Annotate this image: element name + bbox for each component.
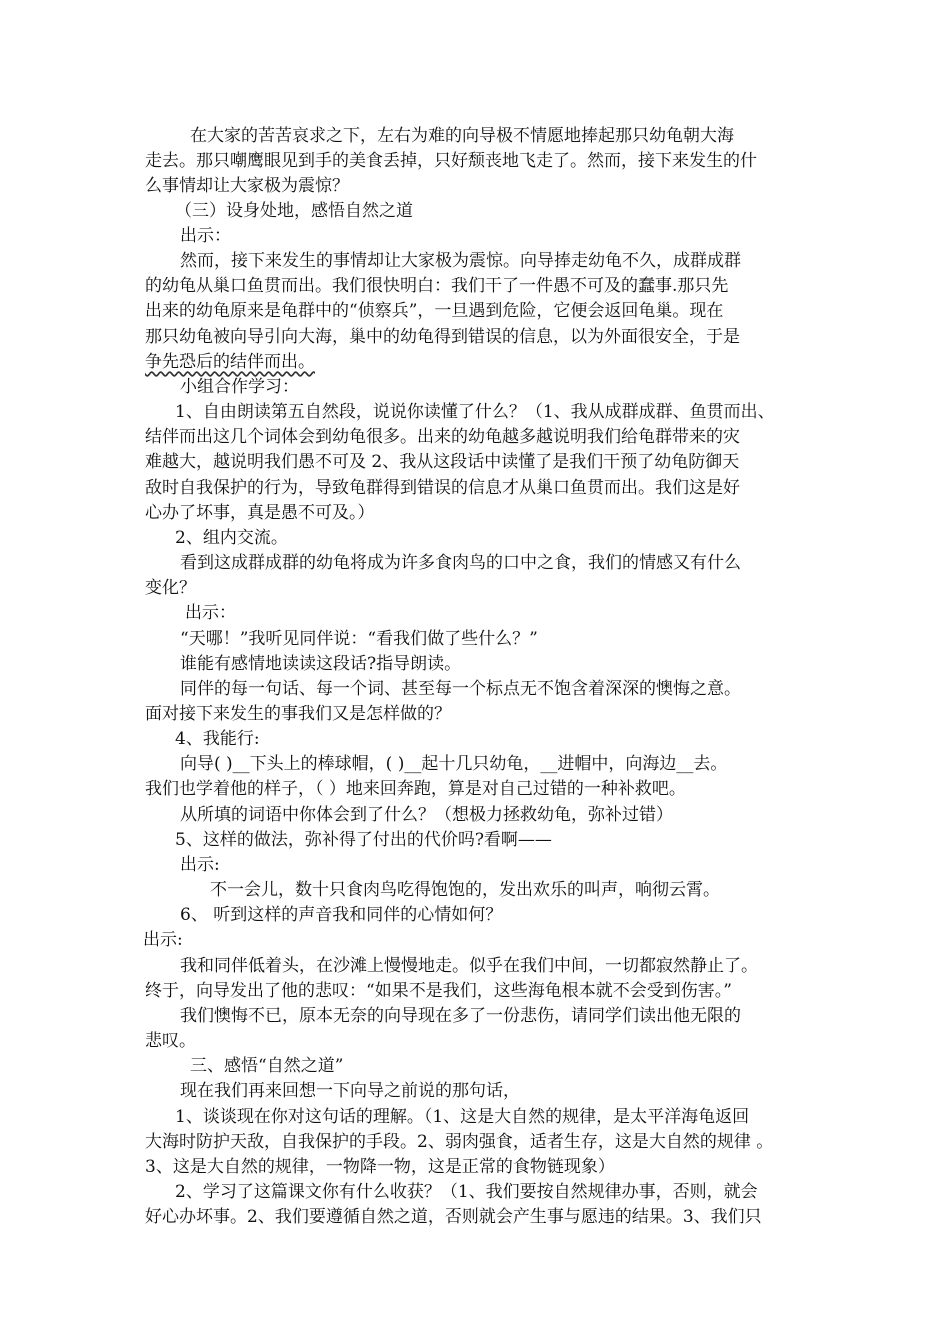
text-line: 出示:	[143, 930, 183, 950]
text-line: 1、谈谈现在你对这句话的理解。（1、这是大自然的规律，是太平洋海龟返回	[175, 1107, 750, 1127]
text-line: 2、组内交流。	[175, 528, 288, 548]
text-line: 悲叹。	[145, 1031, 196, 1051]
text-line: 4、我能行:	[175, 729, 260, 749]
text-line: “天哪！”我听见同伴说：“看我们做了些什么？”	[180, 629, 538, 649]
text-line: 难越大，越说明我们愚不可及 2、我从这段话中读懂了是我们干预了幼龟防御天	[145, 452, 740, 472]
text-line: 现在我们再来回想一下向导之前说的那句话，	[180, 1081, 520, 1101]
text-line: 出示：	[185, 603, 236, 623]
text-line: 走去。那只嘲鹰眼见到手的美食丢掉，只好颓丧地飞走了。然而，接下来发生的什	[145, 151, 757, 171]
text-line: 在大家的苦苦哀求之下，左右为难的向导极不情愿地捧起那只幼龟朝大海	[190, 126, 734, 146]
text-line: 然而，接下来发生的事情却让大家极为震惊。向导捧走幼龟不久，成群成群	[180, 251, 741, 271]
text-line: 我们懊悔不已，原本无奈的向导现在多了一份悲伤，请同学们读出他无限的	[180, 1006, 741, 1026]
text-line: 5、这样的做法，弥补得了付出的代价吗?看啊——	[175, 830, 552, 850]
fill-in-exercise-line: 向导( )__下头上的棒球帽，( )__起十几只幼龟，__进帽中，向海边__去。	[180, 754, 728, 774]
text-line: 1、自由朗读第五自然段，说说你读懂了什么？（1、我从成群成群、鱼贯而出、	[175, 402, 775, 422]
text-line: 么事情却让大家极为震惊？	[145, 176, 349, 196]
text-line: 从所填的词语中你体会到了什么？（想极力拯救幼龟，弥补过错）	[180, 805, 673, 825]
text-line: 面对接下来发生的事我们又是怎样做的？	[145, 704, 451, 724]
text-line: 敌时自我保护的行为，导致龟群得到错误的信息才从巢口鱼贯而出。我们这是好	[145, 478, 740, 498]
section-heading: 三、感悟“自然之道”	[190, 1056, 344, 1076]
text-line: 大海时防护天敌，自我保护的手段。2、弱肉强食，适者生存，这是大自然的规律 。	[145, 1132, 774, 1152]
text-line: 出来的幼龟原来是龟群中的“侦察兵”，一旦遇到危险，它便会返回龟巢。现在	[145, 301, 724, 321]
text-line: 出示:	[180, 855, 220, 875]
text-line: 不一会儿，数十只食肉鸟吃得饱饱的，发出欢乐的叫声，响彻云霄。	[210, 880, 720, 900]
text-line: 的幼龟从巢口鱼贯而出。我们很快明白：我们干了一件愚不可及的蠢事.那只先	[145, 276, 729, 296]
text-line: 3、这是大自然的规律，一物降一物，这是正常的食物链现象）	[145, 1157, 615, 1177]
text-line: 看到这成群成群的幼龟将成为许多食肉鸟的口中之食，我们的情感又有什么	[180, 553, 741, 573]
text-line: 6、 听到这样的声音我和同伴的心情如何？	[180, 905, 503, 925]
text-line: 2、学习了这篇课文你有什么收获？（1、我们要按自然规律办事，否则，就会	[175, 1182, 758, 1202]
text-line: 变化？	[145, 578, 196, 598]
text-line: 出示：	[180, 226, 231, 246]
fill-in-exercise-line: 我们也学着他的样子，（ ）地来回奔跑，算是对自己过错的一种补救吧。	[145, 779, 686, 799]
section-heading: （三）设身处地，感悟自然之道	[175, 201, 413, 221]
text-line: 好心办坏事。2、我们要遵循自然之道，否则就会产生事与愿违的结果。3、我们只	[145, 1207, 762, 1227]
text-line: 小组合作学习：	[180, 377, 299, 397]
text-line: 我和同伴低着头，在沙滩上慢慢地走。似乎在我们中间，一切都寂然静止了。	[180, 956, 758, 976]
text-line: 心办了坏事，真是愚不可及。）	[145, 503, 375, 523]
text-line: 终于，向导发出了他的悲叹：“如果不是我们，这些海龟根本就不会受到伤害。”	[145, 981, 732, 1001]
text-line: 结伴而出这几个词体会到幼龟很多。出来的幼龟越多越说明我们给龟群带来的灾	[145, 427, 740, 447]
text-line: 谁能有感情地读读这段话?指导朗读。	[180, 654, 462, 674]
text-line: 同伴的每一句话、每一个词、甚至每一个标点无不饱含着深深的懊悔之意。	[180, 679, 741, 699]
text-line: 那只幼龟被向导引向大海，巢中的幼龟得到错误的信息，以为外面很安全，于是	[145, 327, 740, 347]
text-line: 争先恐后的结伴而出。	[145, 352, 315, 372]
